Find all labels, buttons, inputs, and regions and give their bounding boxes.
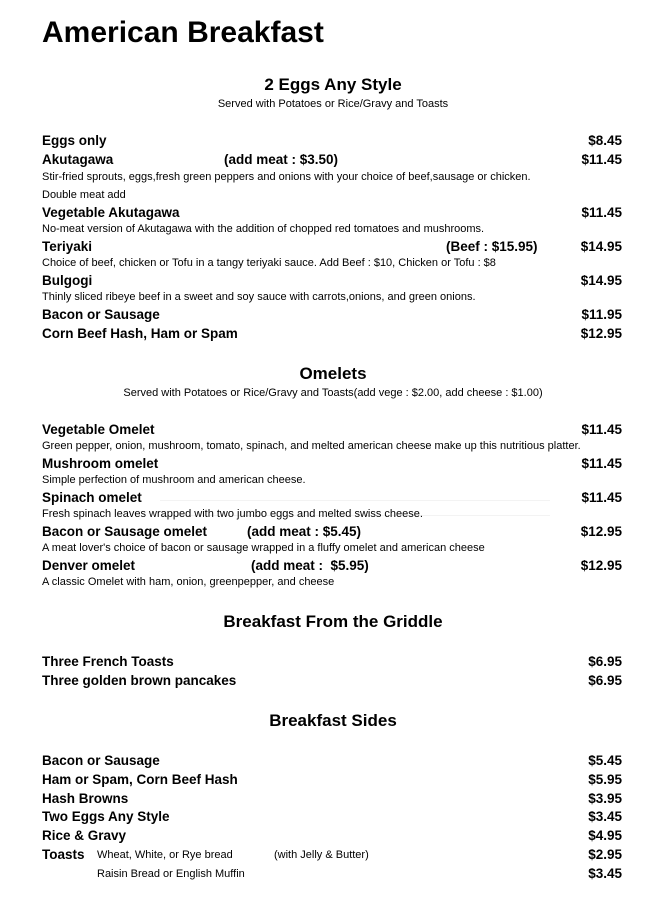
section-heading-sides: Breakfast Sides <box>269 711 397 730</box>
item-name: Bulgogi <box>42 273 93 288</box>
item-name: Teriyaki <box>42 239 93 254</box>
section-subtitle-eggs: Served with Potatoes or Rice/Gravy and Toasts <box>217 98 449 110</box>
item-price: $3.45 <box>588 809 622 824</box>
item-price: $11.45 <box>581 205 622 220</box>
item-price: $11.95 <box>581 307 622 322</box>
item-price: $12.95 <box>580 524 622 539</box>
item-name: Rice & Gravy <box>42 828 127 843</box>
item-name: Two Eggs Any Style <box>42 809 170 824</box>
item-price: $11.45 <box>581 152 622 167</box>
item-description: Choice of beef, chicken or Tofu in a tangy teriyaki sauce. Add Beef : $10, Chicken or Tofu : $8 <box>42 257 496 269</box>
item-name: Hash Browns <box>42 791 129 806</box>
item-price: $2.95 <box>588 847 622 862</box>
item-extra: (add meat : $5.95) <box>251 558 369 573</box>
item-name: Three golden brown pancakes <box>42 673 237 688</box>
section-heading-omelets: Omelets <box>299 364 367 383</box>
item-price: $12.95 <box>580 558 622 573</box>
toasts-name: Toasts <box>42 847 85 862</box>
item-name: Vegetable Omelet <box>42 422 155 437</box>
item-name: Vegetable Akutagawa <box>42 205 180 220</box>
item-name: Bacon or Sausage <box>42 307 160 322</box>
item-extra: (add meat : $5.45) <box>247 524 362 539</box>
item-description: Green pepper, onion, mushroom, tomato, spinach, and melted american cheese make up this nutritious platter. <box>42 440 581 452</box>
item-price: $8.45 <box>588 133 622 148</box>
item-name: Bacon or Sausage <box>42 753 160 768</box>
item-description: No-meat version of Akutagawa with the addition of chopped red tomatoes and mushrooms. <box>42 223 485 235</box>
item-description: Double meat add <box>42 189 126 201</box>
item-description: Thinly sliced ribeye beef in a sweet and soy sauce with carrots,onions, and green onions. <box>42 291 476 303</box>
toasts-option: Wheat, White, or Rye bread <box>97 849 233 861</box>
item-price: $4.95 <box>588 828 622 843</box>
item-price: $14.95 <box>580 239 622 254</box>
item-name: Mushroom omelet <box>42 456 159 471</box>
item-name: Three French Toasts <box>42 654 174 669</box>
item-price: $11.45 <box>581 422 622 437</box>
page-title: American Breakfast <box>42 16 324 49</box>
toasts-option: Raisin Bread or English Muffin <box>97 868 245 880</box>
item-description: A classic Omelet with ham, onion, greenpepper, and cheese <box>42 576 335 588</box>
item-extra: (Beef : $15.95) <box>446 239 538 254</box>
item-name: Spinach omelet <box>42 490 142 505</box>
item-price: $11.45 <box>581 490 622 505</box>
section-heading-eggs: 2 Eggs Any Style <box>264 75 402 94</box>
item-price: $3.45 <box>588 866 622 881</box>
item-name: Akutagawa <box>42 152 114 167</box>
item-price: $5.45 <box>588 753 622 768</box>
item-price: $14.95 <box>580 273 622 288</box>
item-price: $6.95 <box>588 673 622 688</box>
item-price: $11.45 <box>581 456 622 471</box>
item-name: Corn Beef Hash, Ham or Spam <box>42 326 238 341</box>
toasts-note: (with Jelly & Butter) <box>274 849 369 861</box>
item-name: Ham or Spam, Corn Beef Hash <box>42 772 238 787</box>
section-subtitle-omelets: Served with Potatoes or Rice/Gravy and Toasts(add vege : $2.00, add cheese : $1.00) <box>123 387 543 399</box>
item-description: Stir-fried sprouts, eggs,fresh green peppers and onions with your choice of beef,sausage or chicken. <box>42 171 531 183</box>
item-price: $3.95 <box>588 791 622 806</box>
item-price: $5.95 <box>588 772 622 787</box>
item-price: $6.95 <box>588 654 622 669</box>
item-description: A meat lover's choice of bacon or sausage wrapped in a fluffy omelet and american cheese <box>42 542 485 554</box>
item-name: Denver omelet <box>42 558 136 573</box>
item-name: Eggs only <box>42 133 107 148</box>
item-description: Simple perfection of mushroom and american cheese. <box>42 474 306 486</box>
item-name: Bacon or Sausage omelet <box>42 524 208 539</box>
item-extra: (add meat : $3.50) <box>224 152 339 167</box>
item-price: $12.95 <box>580 326 622 341</box>
item-description: Fresh spinach leaves wrapped with two jumbo eggs and melted swiss cheese. <box>42 508 423 520</box>
section-heading-griddle: Breakfast From the Griddle <box>223 612 443 631</box>
